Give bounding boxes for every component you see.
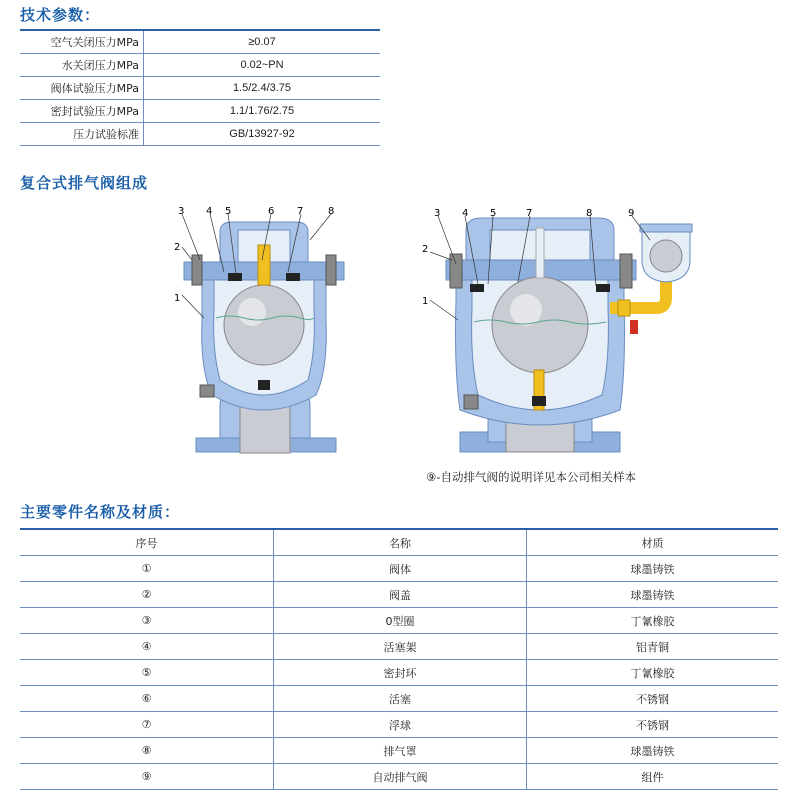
param-label: 阀体试验压力MPa: [20, 77, 144, 99]
right-valve-diagram: [420, 200, 710, 462]
part-number: ④: [20, 634, 274, 659]
part-material: 不锈钢: [636, 692, 669, 706]
callout-label: 8: [586, 208, 593, 219]
tech-params-table: [20, 29, 380, 146]
diagram-caption: ⑨-自动排气阀的说明详见本公司相关样本: [426, 470, 636, 484]
callout-label: 9: [628, 208, 635, 219]
part-name: 阀盖: [274, 582, 527, 607]
part-material: 丁氰橡胶: [630, 614, 675, 628]
part-material: 组件: [641, 770, 664, 784]
callout-label: 7: [526, 208, 533, 219]
part-material: 丁氰橡胶: [630, 666, 675, 680]
table-row: [20, 764, 778, 790]
table-row: [20, 100, 380, 123]
param-value: GB/13927-92: [229, 128, 295, 140]
tech-section-title: 技术参数：: [20, 6, 101, 24]
part-number: ①: [20, 556, 274, 581]
callout-label: 5: [490, 208, 497, 219]
column-header: 材质: [641, 536, 664, 550]
table-row: [20, 54, 380, 77]
callout-label: 3: [434, 208, 441, 219]
callout-label: 5: [225, 206, 232, 217]
callout-label: 4: [462, 208, 469, 219]
part-number: ⑨: [20, 764, 274, 789]
part-name: 活塞架: [274, 634, 527, 659]
param-value: 0.02~PN: [240, 59, 284, 71]
param-label: 压力试验标准: [20, 123, 144, 145]
table-header-row: [20, 528, 778, 556]
param-value: ≥0.07: [248, 36, 276, 48]
callout-label: 7: [297, 206, 304, 217]
callout-label: 1: [422, 296, 429, 307]
part-material: 不锈钢: [636, 718, 669, 732]
part-name: 密封环: [274, 660, 527, 685]
part-name: 排气罩: [274, 738, 527, 763]
part-number: ⑥: [20, 686, 274, 711]
callout-label: 1: [174, 293, 181, 304]
param-label: 水关闭压力MPa: [20, 54, 144, 76]
part-name: 自动排气阀: [274, 764, 527, 789]
table-row: [20, 77, 380, 100]
part-number: ⑦: [20, 712, 274, 737]
part-name: 0型圈: [274, 608, 527, 633]
parts-section-title: 主要零件名称及材质：: [20, 503, 181, 521]
table-row: [20, 712, 778, 738]
callout-label: 2: [422, 244, 429, 255]
param-value: 1.1/1.76/2.75: [229, 105, 295, 117]
table-row: [20, 660, 778, 686]
table-row: [20, 582, 778, 608]
composition-section-title: 复合式排气阀组成: [20, 174, 149, 192]
table-row: [20, 634, 778, 660]
param-label: 空气关闭压力MPa: [20, 31, 144, 53]
callout-label: 6: [268, 206, 275, 217]
part-number: ⑤: [20, 660, 274, 685]
callout-label: 4: [206, 206, 213, 217]
callout-label: 3: [178, 206, 185, 217]
table-row: [20, 29, 380, 54]
param-label: 密封试验压力MPa: [20, 100, 144, 122]
param-value: 1.5/2.4/3.75: [232, 82, 292, 94]
part-name: 活塞: [274, 686, 527, 711]
part-name: 浮球: [274, 712, 527, 737]
part-material: 球墨铸铁: [630, 562, 675, 576]
part-material: 铝青铜: [636, 640, 669, 654]
column-header: 名称: [274, 530, 527, 555]
table-row: [20, 608, 778, 634]
callout-label: 2: [174, 242, 181, 253]
part-number: ⑧: [20, 738, 274, 763]
callout-label: 8: [328, 206, 335, 217]
part-number: ②: [20, 582, 274, 607]
part-material: 球墨铸铁: [630, 588, 675, 602]
parts-table: [20, 528, 778, 790]
column-header: 序号: [20, 530, 274, 555]
part-name: 阀体: [274, 556, 527, 581]
table-row: [20, 123, 380, 146]
left-valve-diagram: [160, 200, 370, 462]
part-number: ③: [20, 608, 274, 633]
part-material: 球墨铸铁: [630, 744, 675, 758]
table-row: [20, 556, 778, 582]
table-row: [20, 686, 778, 712]
table-row: [20, 738, 778, 764]
